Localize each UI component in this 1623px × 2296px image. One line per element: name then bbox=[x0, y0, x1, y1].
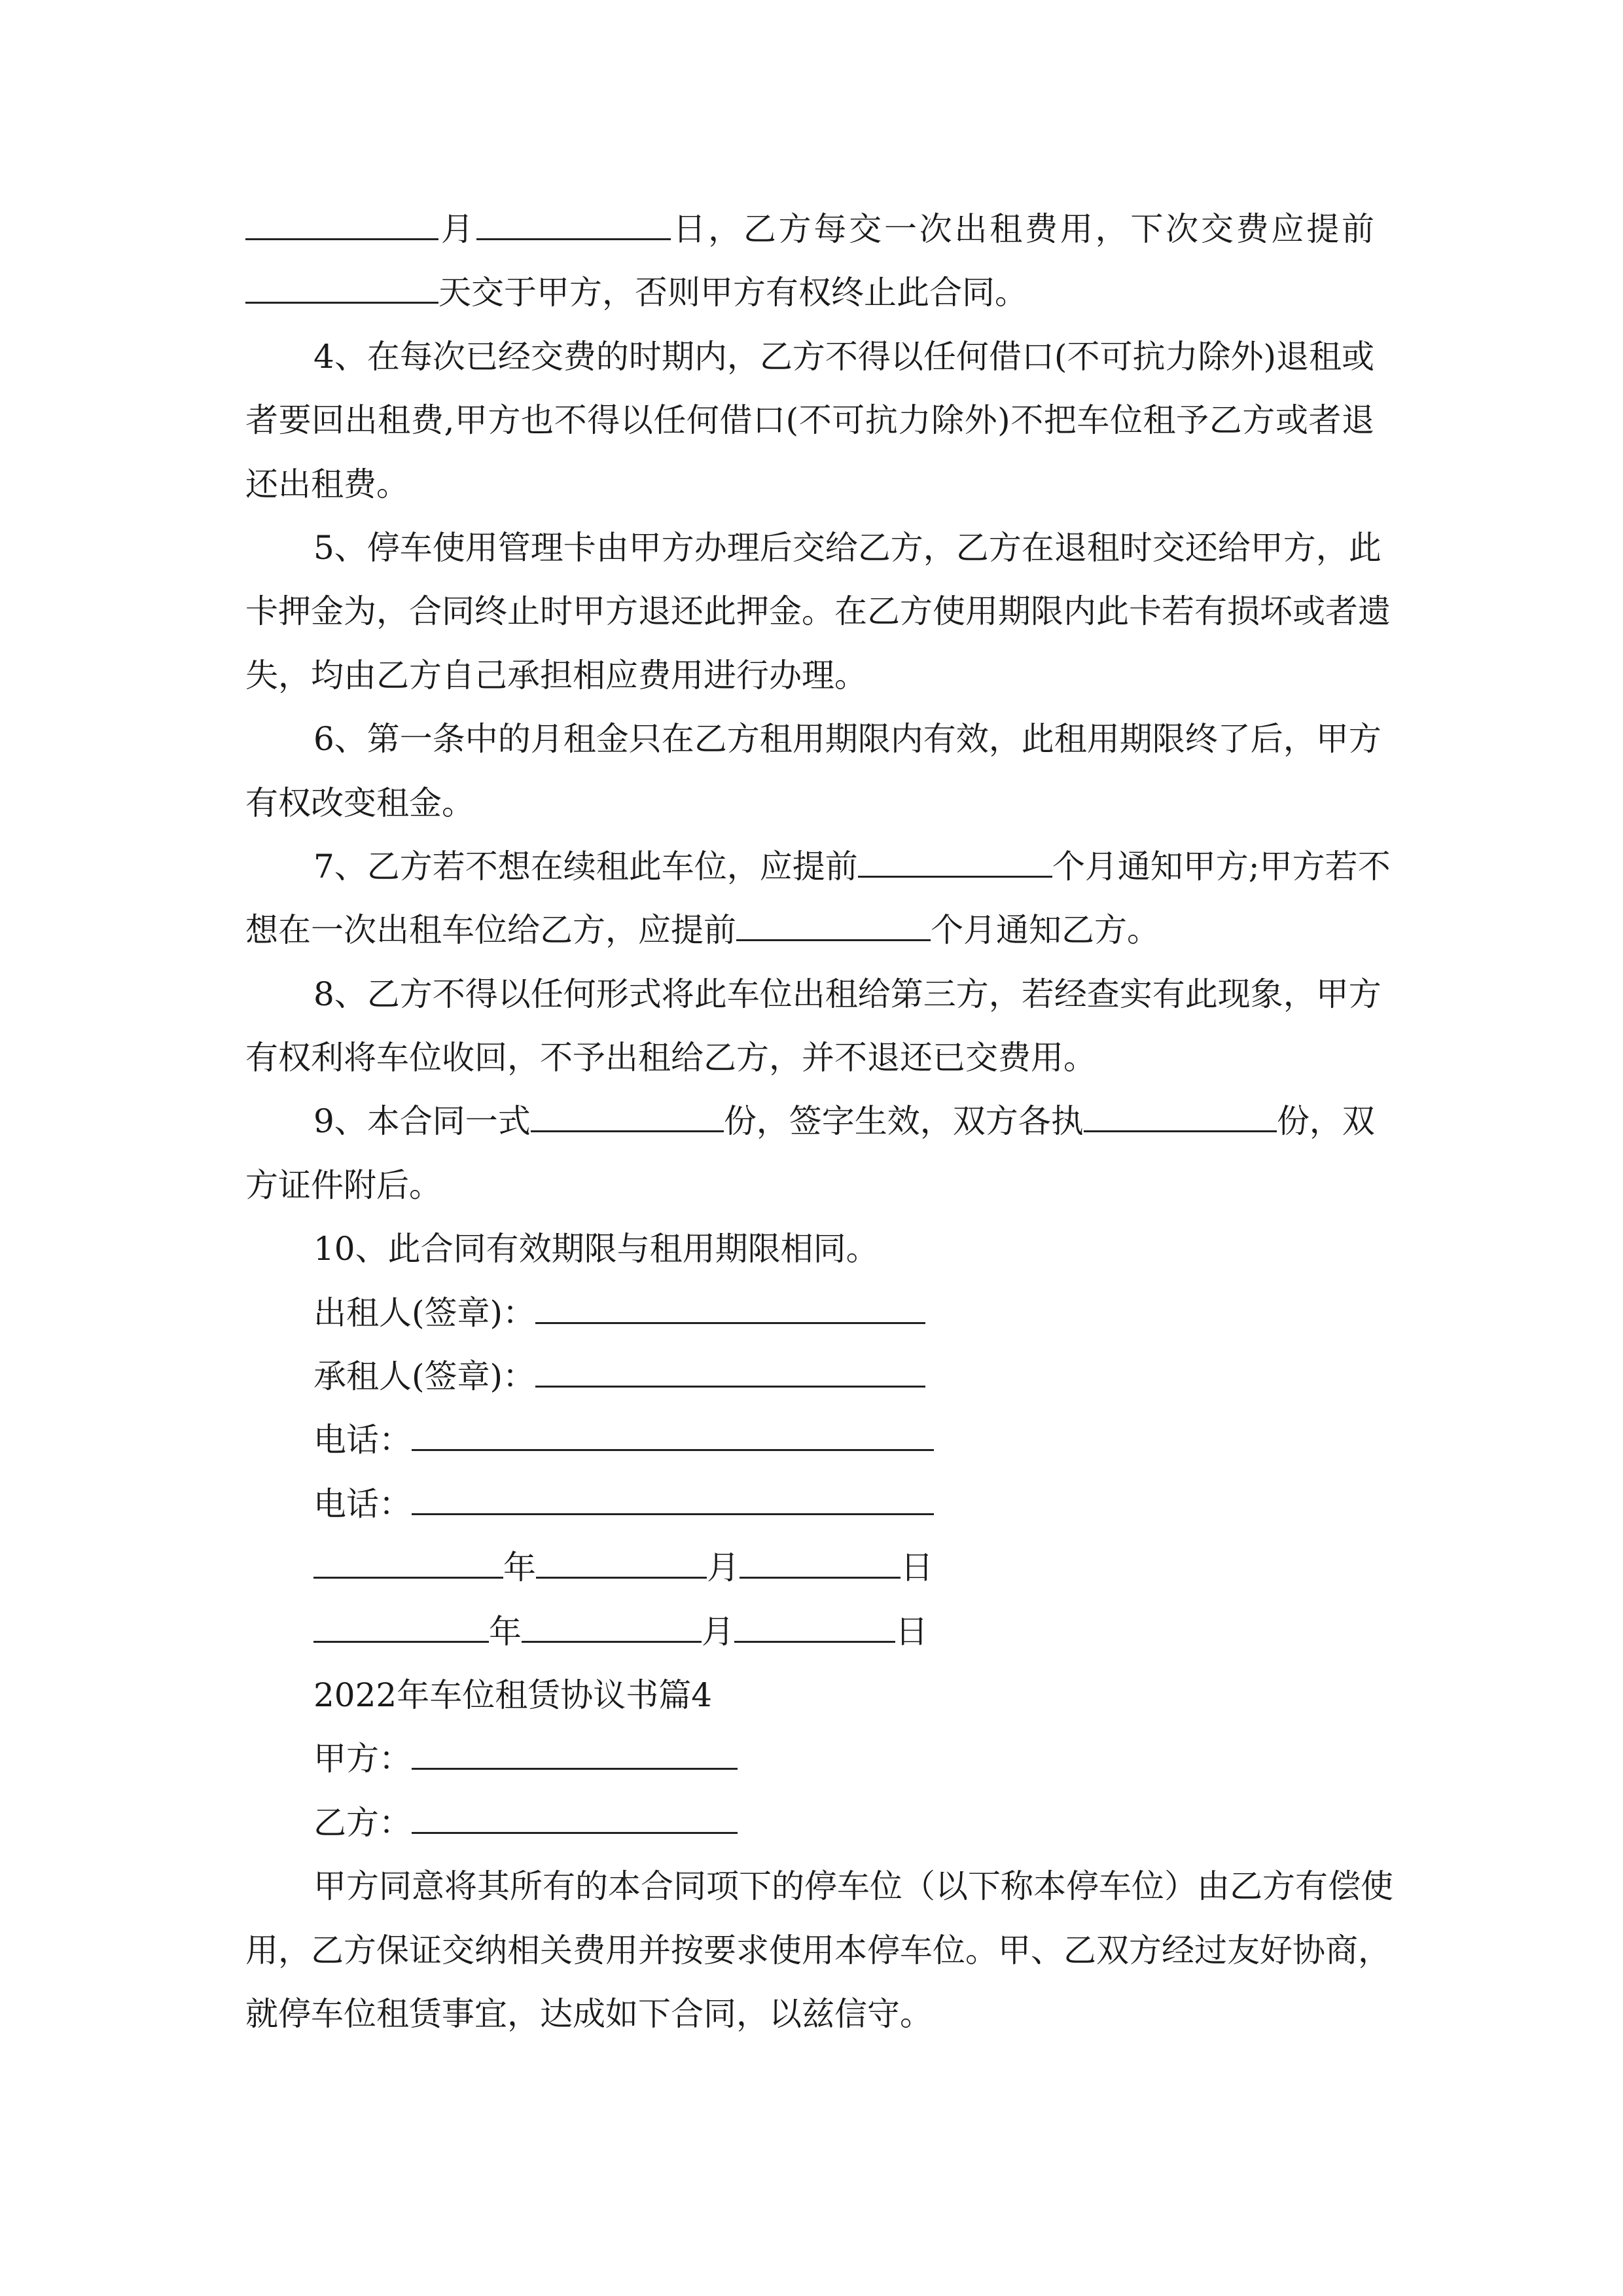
lessor-signature bbox=[245, 1282, 1374, 1345]
date-1 bbox=[245, 1536, 1374, 1600]
month-field[interactable] bbox=[536, 1537, 707, 1579]
clause-8-cont: 有权利将车位收回，不予出租给乙方，并不退还已交费用。 bbox=[245, 1039, 1096, 1077]
label: 电话： bbox=[313, 1484, 412, 1523]
text: 月 bbox=[438, 210, 476, 248]
label: 日 bbox=[895, 1612, 928, 1651]
party-a-field[interactable] bbox=[412, 1729, 738, 1770]
blank-field[interactable] bbox=[736, 900, 931, 941]
text: 份，双 bbox=[1276, 1102, 1375, 1141]
party-a bbox=[245, 1727, 1374, 1791]
text-line bbox=[245, 198, 1374, 261]
clause-6-cont: 有权改变租金。 bbox=[245, 783, 474, 822]
clause-5-cont: 失，均由乙方自己承担相应费用进行办理。 bbox=[245, 656, 867, 694]
clause-10: 10、此合同有效期限与租用期限相同。 bbox=[313, 1230, 879, 1268]
blank-field[interactable] bbox=[245, 199, 438, 240]
clause-4-cont: 还出租费。 bbox=[245, 465, 409, 503]
text: 9、本合同一式 bbox=[313, 1102, 531, 1141]
clause-7-cont bbox=[245, 899, 1374, 962]
label: 电话： bbox=[313, 1421, 412, 1460]
document-page bbox=[245, 198, 1393, 2046]
intro-paragraph-cont: 就停车位租赁事宜，达成如下合同，以兹信守。 bbox=[245, 1994, 933, 2033]
clause-5: 5、停车使用管理卡由甲方办理后交给乙方，乙方在退租时交还给甲方，此 bbox=[313, 528, 1382, 567]
year-field[interactable] bbox=[313, 1537, 503, 1579]
label: 年 bbox=[489, 1612, 522, 1651]
text: 天交于甲方，否则甲方有权终止此合同。 bbox=[438, 274, 1027, 312]
label: 出租人(签章)： bbox=[313, 1293, 536, 1332]
year-field[interactable] bbox=[313, 1602, 489, 1643]
text: 7、乙方若不想在续租此车位，应提前 bbox=[313, 847, 858, 886]
text: 个月通知乙方。 bbox=[931, 911, 1160, 950]
clause-4-cont: 者要回出租费,甲方也不得以任何借口(不可抗力除外)不把车位租予乙方或者退 bbox=[245, 401, 1374, 440]
label: 月 bbox=[707, 1549, 740, 1587]
day-field[interactable] bbox=[734, 1602, 895, 1643]
blank-field[interactable] bbox=[858, 836, 1052, 878]
phone-1 bbox=[245, 1408, 1374, 1472]
phone-field[interactable] bbox=[412, 1474, 934, 1515]
date-2 bbox=[245, 1600, 1374, 1664]
party-b bbox=[245, 1791, 1374, 1855]
lessee-field[interactable] bbox=[535, 1346, 925, 1388]
text-line bbox=[245, 261, 1374, 325]
clause-7 bbox=[245, 835, 1391, 899]
label: 甲方： bbox=[313, 1740, 412, 1778]
text: 想在一次出租车位给乙方，应提前 bbox=[245, 911, 736, 950]
clause-6: 6、第一条中的月租金只在乙方租用期限内有效，此租用期限终了后，甲方 bbox=[313, 720, 1382, 759]
day-field[interactable] bbox=[740, 1537, 901, 1579]
clause-4: 4、在每次已经交费的时期内，乙方不得以任何借口(不可抗力除外)退租或 bbox=[313, 337, 1374, 376]
label: 日 bbox=[901, 1549, 933, 1587]
clause-8: 8、乙方不得以任何形式将此车位出租给第三方，若经查实有此现象，甲方 bbox=[313, 975, 1382, 1013]
phone-field[interactable] bbox=[412, 1410, 934, 1451]
text: 份，签字生效，双方各执 bbox=[723, 1102, 1084, 1141]
intro-paragraph-cont: 用，乙方保证交纳相关费用并按要求使用本停车位。甲、乙双方经过友好协商， bbox=[245, 1931, 1391, 1969]
lessor-field[interactable] bbox=[535, 1283, 925, 1324]
phone-2 bbox=[245, 1473, 1374, 1536]
intro-paragraph: 甲方同意将其所有的本合同项下的停车位（以下称本停车位）由乙方有偿使 bbox=[313, 1867, 1393, 1906]
text: 日，乙方每交一次出租费用，下次交费应提前 bbox=[670, 210, 1375, 248]
label: 乙方： bbox=[313, 1803, 412, 1842]
blank-field[interactable] bbox=[476, 199, 671, 240]
clause-9-cont: 方证件附后。 bbox=[245, 1166, 442, 1204]
blank-field[interactable] bbox=[245, 262, 438, 304]
section-title: 2022年车位租赁协议书篇4 bbox=[313, 1676, 713, 1714]
blank-field[interactable] bbox=[531, 1091, 724, 1132]
clause-9 bbox=[245, 1090, 1374, 1153]
label: 年 bbox=[503, 1549, 536, 1587]
label: 月 bbox=[702, 1612, 734, 1651]
month-field[interactable] bbox=[522, 1602, 702, 1643]
lessee-signature bbox=[245, 1345, 1374, 1408]
blank-field[interactable] bbox=[1084, 1091, 1277, 1132]
text: 个月通知甲方;甲方若不 bbox=[1052, 847, 1391, 886]
label: 承租人(签章)： bbox=[313, 1357, 536, 1396]
party-b-field[interactable] bbox=[412, 1793, 738, 1834]
clause-5-cont: 卡押金为，合同终止时甲方退还此押金。在乙方使用期限内此卡若有损坏或者遗 bbox=[245, 592, 1391, 631]
